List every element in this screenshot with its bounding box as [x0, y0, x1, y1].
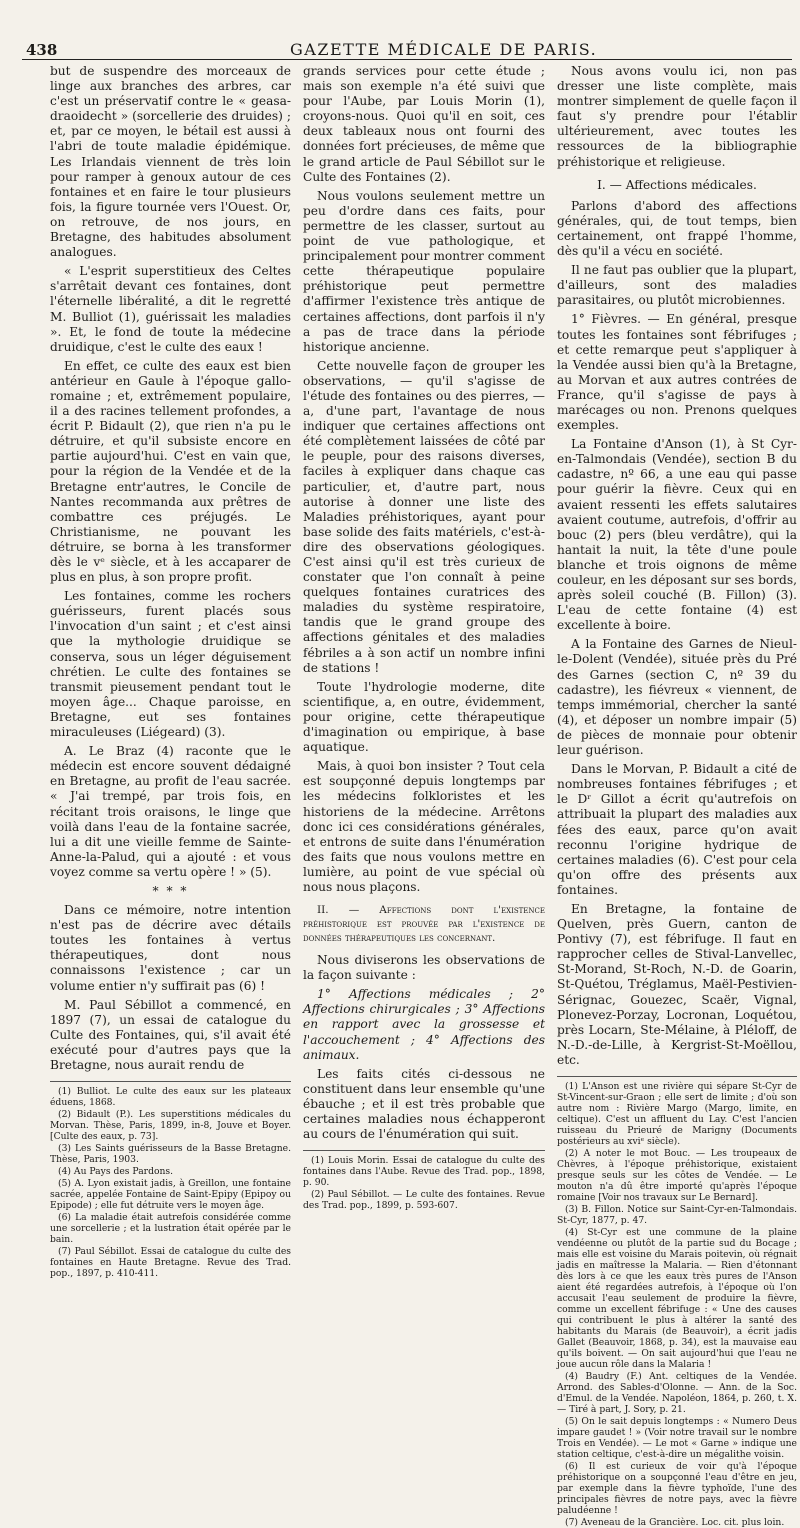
footnote: (2) Bidault (P.). Les superstitions médicales du Morvan. Thèse, Paris, 1899, in-8, Jouve et Boyer. [Culte des eaux, p. 73].: [50, 1109, 291, 1143]
paragraph: Les fontaines, comme les rochers guérisseurs, furent placés sous l'invocation d'un saint ; et c'est ainsi que la mythologie druidique se conserva, sous un léger déguisement chrétien. Le culte des fontaines se transmit pieusement pendant tout le moyen âge... Chaque paroisse, en Bretagne, eut ses fontaines miraculeuses (Liégeard) (3).: [50, 589, 291, 740]
header-rule: [22, 59, 792, 60]
footnote: (1) L'Anson est une rivière qui sépare St-Cyr de St-Vincent-sur-Graon ; elle sert de limite ; d'où son autre nom : Rivière Margo (Margo, limite, en celtique). C'est un affluent du Lay. C'est l'ancien ruisseau du Prieuré de Marigny (Documents postérieurs au xviᵉ siècle).: [557, 1081, 797, 1147]
paragraph: La Fontaine d'Anson (1), à St Cyr-en-Talmondais (Vendée), section B du cadastre, nº 66, a une eau qui passe pour guérir la fièvre. Ceux qui en avaient ressenti les effets salutaires avaient coutume, autrefois, d'offrir au bouc (2) pers (bleu verdâtre), qui la hantait la nuit, la tête d'une poule blanche et trois oignons de même couleur, en les déposant sur ses bords, après soleil couché (B. Fillon) (3). L'eau de cette fontaine (4) est excellente à boire.: [557, 437, 797, 633]
paragraph: A la Fontaine des Garnes de Nieul-le-Dolent (Vendée), située près du Pré des Garnes (section C, nº 39 du cadastre), les fiévreux « viennent, de temps immémorial, chercher la santé (4), et déposer un nombre impair (5) de pièces de monnaie pour obtenir leur guérison.: [557, 637, 797, 758]
footnotes: [50, 1081, 291, 1279]
footnotes: [557, 1076, 797, 1528]
paragraph: Mais, à quoi bon insister ? Tout cela est soupçonné depuis longtemps par les médecins folkloristes et les historiens de la médecine. Arrêtons donc ici ces considérations générales, et entrons de suite dans l'énumération des faits que nous voulons mettre en lumière, au point de vue spécial où nous nous plaçons.: [303, 759, 545, 894]
section-separator: * * *: [152, 883, 189, 898]
paragraph: « L'esprit superstitieux des Celtes s'arrêtait devant ces fontaines, dont l'éternelle libéralité, a dit le regretté M. Bulliot (1), guérissait les maladies ». Et, le fond de toute la médecine druidique, c'est le culte des eaux !: [50, 264, 291, 354]
column-1: [50, 64, 291, 1280]
paragraph: Cette nouvelle façon de grouper les observations, — qu'il s'agisse de l'étude des fontaines ou des pierres, — a, d'une part, l'avantage de nous indiquer que certaines affections ont été complètement laissées de côté par le peuple, pour des raisons diverses, faciles à expliquer dans chaque cas particulier, et, d'autre part, nous autorise à donner une liste des Maladies préhistoriques, ayant pour base solide des faits matériels, c'est-à-dire des observations géologiques. C'est ainsi qu'il est très curieux de constater que l'on connaît à peine quelques fontaines curatrices des maladies du système respiratoire, tandis que le grand groupe des affections génitales et des maladies fébriles a à son actif un nombre infini de stations !: [303, 358, 545, 675]
paragraph: 1° Affections médicales ; 2° Affections chirurgicales ; 3° Affections en rapport avec la grossesse et l'accouchement ; 4° Affections des animaux.: [303, 987, 545, 1062]
footnote: (4) Au Pays des Pardons.: [58, 1166, 174, 1178]
page-number: 438: [26, 41, 58, 59]
paragraph: Les faits cités ci-dessous ne constituent dans leur ensemble qu'une ébauche ; et il est très probable que certaines maladies nous échapperont au cours de l'énumération qui suit.: [303, 1066, 545, 1142]
footnote: (5) On le sait depuis longtemps : « Numero Deus impare gaudet ! » (Voir notre travail sur le nombre Trois en Vendée). — Le mot « Garne » indique une station celtique, c'est-à-dire un mégalithe voisin.: [557, 1416, 797, 1460]
page-header: [0, 0, 800, 58]
paragraph: but de suspendre des morceaux de linge aux branches des arbres, car c'est un préservatif contre le « geasa-draoidecht » (sorcellerie des druides) ; et, par ce moyen, le bétail est aussi à l'abri de toute maladie épidémique. Les Irlandais viennent de très loin pour ramper à genoux autour de ces fontaines et en faire le tour plusieurs fois, la figure tournée vers l'Ouest. Or, on retrouve, de nos jours, en Bretagne, des habitudes absolument analogues.: [50, 64, 291, 260]
footnote: (2) A noter le mot Bouc. — Les troupeaux de Chèvres, à l'époque préhistorique, existaient presque seuls sur les côtes de Vendée. — Le mouton n'a dû être importé qu'après l'époque romaine [Voir nos travaux sur Le Bernard].: [557, 1148, 797, 1203]
column-2: [303, 64, 545, 1212]
paragraph: grands services pour cette étude ; mais son exemple n'a été suivi que pour l'Aube, par Louis Morin (1), croyons-nous. Quoi qu'il en soit, ces deux tableaux nous ont fourni des données fort précieuses, de même que le grand article de Paul Sébillot sur le Culte des Fontaines (2).: [303, 64, 545, 184]
paragraph: Parlons d'abord des affections générales, qui, de tout temps, bien certainement, ont frappé l'homme, dès qu'il a vécu en société.: [557, 198, 797, 259]
paragraph: En effet, ce culte des eaux est bien antérieur en Gaule à l'époque gallo-romaine ; et, extrêmement populaire, il a des racines tellement profondes, a écrit P. Bidault (2), que rien n'a pu le détruire, et qu'il subsiste encore en partie aujourd'hui. C'est en vain que, pour la région de la Vendée et de la Bretagne entr'autres, le Concile de Nantes recommanda aux prêtres de combattre ces préjugés. Le Christianisme, ne pouvant les détruire, se borna à les transformer dès le vᵉ siècle, et à les accaparer de plus en plus, à son propre profit.: [50, 358, 291, 585]
footnote: (1) Bulliot. Le culte des eaux sur les plateaux éduens, 1868.: [50, 1086, 291, 1109]
footnote: (5) A. Lyon existait jadis, à Greillon, une fontaine sacrée, appelée Fontaine de Saint-Epipy (Epipoy ou Epipode) ; elle fut détruite vers le moyen âge.: [50, 1178, 291, 1212]
paragraph: Nous diviserons les observations de la façon suivante :: [303, 953, 545, 983]
footnote: (2) Paul Sébillot. — Le culte des fontaines. Revue des Trad. pop., 1899, p. 593-607.: [303, 1189, 545, 1212]
footnote: (1) Louis Morin. Essai de catalogue du culte des fontaines dans l'Aube. Revue des Trad. pop., 1898, p. 90.: [303, 1155, 545, 1189]
column-3: [557, 64, 797, 1528]
paragraph: Dans ce mémoire, notre intention n'est pas de décrire avec détails toutes les fontaines à vertus thérapeutiques, dont nous connaissons l'existence ; car un volume entier n'y suffirait pas (6) !: [50, 903, 291, 993]
journal-title: GAZETTE MÉDICALE DE PARIS.: [290, 40, 598, 59]
footnote: (3) Les Saints guérisseurs de la Basse Bretagne. Thèse, Paris, 1903.: [50, 1143, 291, 1166]
footnote: (6) La maladie était autrefois considérée comme une sorcellerie ; et la lustration était opérée par le bain.: [50, 1212, 291, 1246]
footnote: (4) Baudry (F.) Ant. celtiques de la Vendée. Arrond. des Sables-d'Olonne. — Ann. de la Soc. d'Emul. de la Vendée. Napoléon, 1864, p. 260, t. X. — Tiré à part, J. Sory, p. 21.: [557, 1371, 797, 1415]
paragraph: M. Paul Sébillot a commencé, en 1897 (7), un essai de catalogue du Culte des Fontaines, qui, s'il avait été exécuté pour d'autres pays que la Bretagne, nous aurait rendu de: [50, 997, 291, 1072]
section-heading: II. — Affections dont l'existence préhistorique est prouvée par l'existence de données thérapeutiques les concernant.: [303, 904, 545, 945]
footnotes: [303, 1150, 545, 1211]
footnote: (4) St-Cyr est une commune de la plaine vendéenne ou plutôt de la partie sud du Bocage ; mais elle est voisine du Marais poitevin, où régnait jadis en maîtresse la Malaria. — Rien d'étonnant dès lors à ce que les eaux très pures de l'Anson aient été regardées autrefois, à l'époque où l'on accusait l'eau seulement de produire la fièvre, comme un excellent fébrifuge : « Une des causes qui contribuent le plus à altérer la santé des habitants du Marais (de Beauvoir), a écrit jadis Gallet (Beauvoir, 1868, p. 34), est la mauvaise eau qu'ils boivent. — On sait aujourd'hui que l'eau ne joue aucun rôle dans la Malaria !: [557, 1227, 797, 1370]
paragraph: Toute l'hydrologie moderne, dite scientifique, a, en outre, évidemment, pour origine, cette thérapeutique d'imagination ou empirique, à base aquatique.: [303, 679, 545, 755]
paragraph: En Bretagne, la fontaine de Quelven, près Guern, canton de Pontivy (7), est fébrifuge. Il faut en rapprocher celles de Stival-Lanvellec, St-Morand, St-Roch, N.-D. de Goarin, St-Quétou, Tréglamus, Maël-Pestivien-Sérignac, Gouezec, Scaër, Vignal, Plonevez-Porzay, Locronan, Loquétou, près Locarn, Ste-Mélaine, à Pléloff, de N.-D.-de-Lille, à Kergrist-St-Moëllou, etc.: [557, 901, 797, 1067]
paragraph: Il ne faut pas oublier que la plupart, d'ailleurs, sont des maladies parasitaires, ou plutôt microbiennes.: [557, 263, 797, 308]
footnote: (7) Aveneau de la Grancière. Loc. cit. plus loin.: [565, 1517, 785, 1528]
paragraph: Nous avons voulu ici, non pas dresser une liste complète, mais montrer simplement de quelle façon il faut s'y prendre pour l'établir ultérieurement, avec toutes les ressources de la bibliographie préhistorique et religieuse.: [557, 64, 797, 169]
footnote: (7) Paul Sébillot. Essai de catalogue du culte des fontaines en Haute Bretagne. Revue des Trad. pop., 1897, p. 410-411.: [50, 1246, 291, 1280]
paragraph: Dans le Morvan, P. Bidault a cité de nombreuses fontaines fébrifuges ; et le Dʳ Gillot a écrit qu'autrefois on attribuait la plupart des maladies aux fées des eaux, parce qu'on avait reconnu l'origine hydrique de certaines maladies (6). C'est pour cela qu'on offre des présents aux fontaines.: [557, 762, 797, 897]
footnote: (3) B. Fillon. Notice sur Saint-Cyr-en-Talmondais. St-Cyr, 1877, p. 47.: [557, 1204, 797, 1226]
section-heading: I. — Affections médicales.: [597, 177, 757, 192]
paragraph: A. Le Braz (4) raconte que le médecin est encore souvent dédaigné en Bretagne, au profit de l'eau sacrée. « J'ai trempé, par trois fois, en récitant trois oraisons, le linge que voilà dans l'eau de la fontaine sacrée, lui a dit une vieille femme de Sainte-Anne-la-Palud, qui a ajouté : et vous voyez comme sa vertu opère ! » (5).: [50, 744, 291, 879]
paragraph: 1° Fièvres. — En général, presque toutes les fontaines sont fébrifuges ; et cette remarque peut s'appliquer à la Vendée aussi bien qu'à la Bretagne, au Morvan et aux autres contrées de France, qu'il s'agisse de pays à marécages ou non. Prenons quelques exemples.: [557, 312, 797, 433]
paragraph: Nous voulons seulement mettre un peu d'ordre dans ces faits, pour permettre de les classer, surtout au point de vue pathologique, et principalement pour montrer comment cette thérapeutique populaire préhistorique peut permettre d'affirmer l'existence très antique de certaines affections, dont parfois il n'y a pas de trace dans la période historique ancienne.: [303, 188, 545, 354]
footnote: (6) Il est curieux de voir qu'à l'époque préhistorique on a soupçonné l'eau d'être en jeu, par exemple dans la fièvre typhoïde, l'une des principales fièvres de notre pays, avec la fièvre paludéenne !: [557, 1461, 797, 1516]
